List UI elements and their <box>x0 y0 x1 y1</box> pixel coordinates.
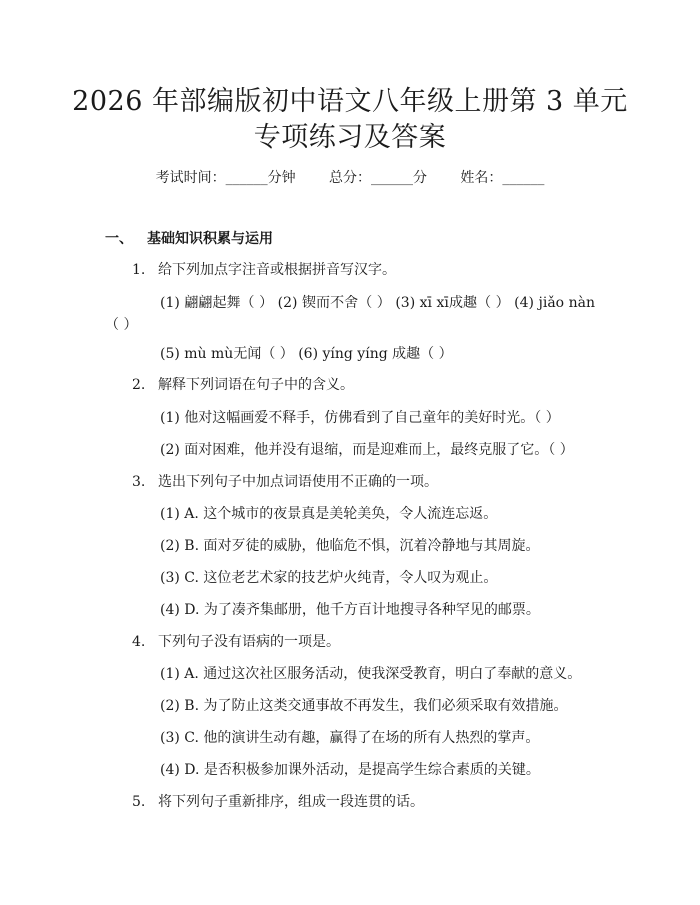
exam-meta <box>0 166 700 190</box>
question-number: 2. <box>132 377 146 393</box>
question-text: 下列句子没有语病的一项是。 <box>158 634 340 650</box>
question-2-item-1: (1) 他对这幅画爱不释手，仿佛看到了自己童年的美好时光。（ ） <box>160 410 560 426</box>
question-text: 给下列加点字注音或根据拼音写汉字。 <box>158 262 396 278</box>
question-number: 5. <box>132 794 146 810</box>
document-title-line2: 专项练习及答案 <box>253 122 447 153</box>
question-3-item-2: (2) B. 面对歹徒的威胁，他临危不惧，沉着冷静地与其周旋。 <box>160 538 540 554</box>
question-text: 将下列句子重新排序，组成一段连贯的话。 <box>158 794 424 810</box>
question-text: 选出下列句子中加点词语使用不正确的一项。 <box>158 474 438 490</box>
question-3 <box>132 471 438 493</box>
document-title-line1: 2026 年部编版初中语文八年级上册第 3 单元 <box>72 86 628 117</box>
question-4-item-3: (3) C. 他的演讲生动有趣，赢得了在场的所有人热烈的掌声。 <box>160 730 540 746</box>
question-text: 解释下列词语在句子中的含义。 <box>158 377 354 393</box>
section-heading <box>105 228 273 250</box>
question-3-item-4: (4) D. 为了凑齐集邮册，他千方百计地搜寻各种罕见的邮票。 <box>160 602 540 618</box>
question-number: 3. <box>132 474 146 490</box>
question-4-item-2: (2) B. 为了防止这类交通事故不再发生，我们必须采取有效措施。 <box>160 698 568 714</box>
exam-score: 总分：______分 <box>329 170 427 186</box>
question-3-item-1: (1) A. 这个城市的夜景真是美轮美奂，令人流连忘返。 <box>160 506 498 522</box>
student-name: 姓名：______ <box>460 170 545 186</box>
section-number: 一、 <box>105 231 133 247</box>
question-number: 1. <box>132 262 146 278</box>
question-1 <box>132 259 396 281</box>
question-2 <box>132 374 354 396</box>
question-4-item-1: (1) A. 通过这次社区服务活动，使我深受教育，明白了奉献的意义。 <box>160 666 582 682</box>
question-number: 4. <box>132 634 146 650</box>
question-3-item-3: (3) C. 这位老艺术家的技艺炉火纯青，令人叹为观止。 <box>160 570 498 586</box>
section-title: 基础知识积累与运用 <box>147 231 273 247</box>
question-5 <box>132 791 424 813</box>
question-4 <box>132 631 340 653</box>
question-1-item-1: (1) 翩翩起舞（ ） (2) 锲而不舍（ ） (3) xī xī成趣（ ） (4) jiǎo nàn（ ） <box>105 295 595 333</box>
question-2-item-2: (2) 面对困难，他并没有退缩，而是迎难而上，最终克服了它。（ ） <box>160 442 574 458</box>
question-1-item-2: (5) mù mù无闻（ ） (6) yíng yíng 成趣（ ） <box>160 346 453 362</box>
exam-time: 考试时间：______分钟 <box>155 170 296 186</box>
question-4-item-4: (4) D. 是否积极参加课外活动，是提高学生综合素质的关键。 <box>160 762 540 778</box>
